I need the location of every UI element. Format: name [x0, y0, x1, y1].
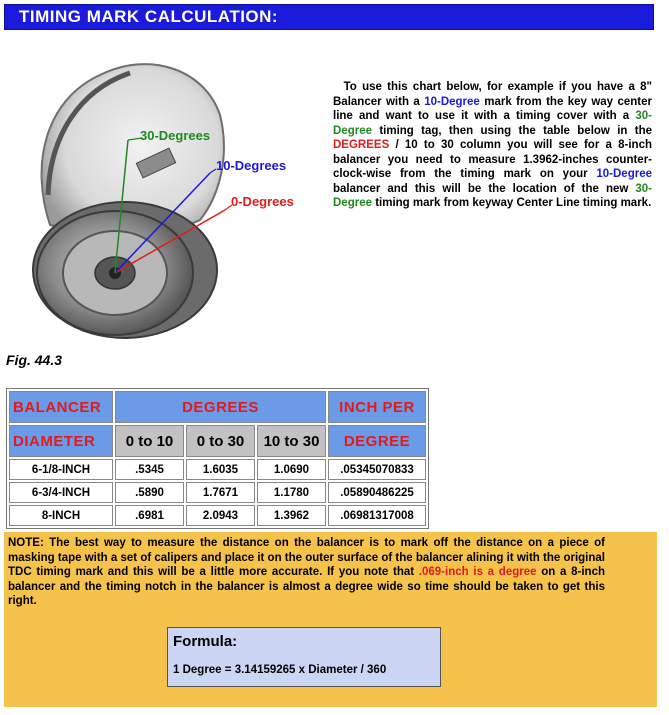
note-box — [4, 532, 657, 707]
row-value: 1.1780 — [257, 482, 326, 503]
header-inch-per: INCH PER — [328, 391, 426, 423]
row-value: .5890 — [115, 482, 184, 503]
column-10-to-30: 10 to 30 — [257, 425, 326, 457]
intro-paragraph — [333, 80, 652, 211]
intro-text-5: balancer and this will be the location of the new — [333, 182, 636, 195]
formula-box — [167, 627, 441, 687]
intro-highlight-30-degree-2: 30-Degree — [333, 182, 652, 209]
row-value: 1.3962 — [257, 505, 326, 526]
note-text-2: on a 8-inch balancer and the timing notch in the balancer is almost a degree wide so time should be taken to get this right. — [8, 566, 605, 607]
formula-expression: 1 Degree = 3.14159265 x Diameter / 360 — [173, 664, 387, 676]
figure-caption: Fig. 44.3 — [6, 352, 63, 368]
intro-text-6: timing mark from keyway Center Line timing mark. — [372, 197, 652, 209]
row-value: 1.6035 — [186, 459, 255, 480]
label-10-degrees: 10-Degrees — [216, 158, 287, 173]
label-0-degrees: 0-Degrees — [231, 194, 294, 209]
note-text — [8, 536, 605, 609]
header-balancer: BALANCER — [9, 391, 113, 423]
intro-highlight-30-degree: 30-Degree — [333, 110, 652, 137]
intro-highlight-10-degree: 10-Degree — [424, 95, 480, 108]
table-row — [9, 459, 426, 480]
balancer-table — [6, 388, 429, 529]
formula-title: Formula: — [173, 633, 238, 650]
column-0-to-30: 0 to 30 — [186, 425, 255, 457]
table-row — [9, 482, 426, 503]
header-diameter: DIAMETER — [9, 425, 113, 457]
column-0-to-10: 0 to 10 — [115, 425, 184, 457]
row-value: 2.0943 — [186, 505, 255, 526]
row-value: 1.0690 — [257, 459, 326, 480]
row-inch-per-degree: .05890486225 — [328, 482, 426, 503]
label-30-degrees: 30-Degrees — [140, 128, 211, 143]
balancer-figure — [20, 45, 320, 345]
table-row — [9, 505, 426, 526]
row-diameter: 6-3/4-INCH — [9, 482, 113, 503]
intro-text-3: timing tag, then using the table below in the — [372, 124, 652, 137]
page-title: TIMING MARK CALCULATION: — [19, 7, 279, 26]
row-diameter: 8-INCH — [9, 505, 113, 526]
row-value: .5345 — [115, 459, 184, 480]
intro-text-4: / 10 to 30 column you will see for a 8-inch balancer you need to measure 1.3962-inches counter-clock-wise from the timing mark on your — [333, 139, 652, 180]
note-text-1: NOTE: The best way to measure the distance on the balancer is to mark off the distance on a piece of masking tape with a set of calipers and place it on the outer surface of the balancer alining it with the original TDC timing mark and this will be a little more accurate. If you note that — [8, 537, 605, 578]
header-bar — [4, 4, 654, 30]
intro-text-1: To use this chart below, for example if you have a 8" Balancer with a — [333, 81, 652, 108]
intro-text-2: mark from the key way center line and want to use it with a timing cover with a — [333, 95, 652, 122]
header-degrees: DEGREES — [115, 391, 326, 423]
intro-highlight-10-degree-2: 10-Degree — [596, 168, 652, 180]
row-diameter: 6-1/8-INCH — [9, 459, 113, 480]
intro-highlight-degrees: DEGREES — [333, 139, 390, 151]
note-highlight: .069-inch is a degree — [418, 566, 537, 578]
row-value: .6981 — [115, 505, 184, 526]
row-inch-per-degree: .05345070833 — [328, 459, 426, 480]
header-degree: DEGREE — [328, 425, 426, 457]
row-value: 1.7671 — [186, 482, 255, 503]
row-inch-per-degree: .06981317008 — [328, 505, 426, 526]
